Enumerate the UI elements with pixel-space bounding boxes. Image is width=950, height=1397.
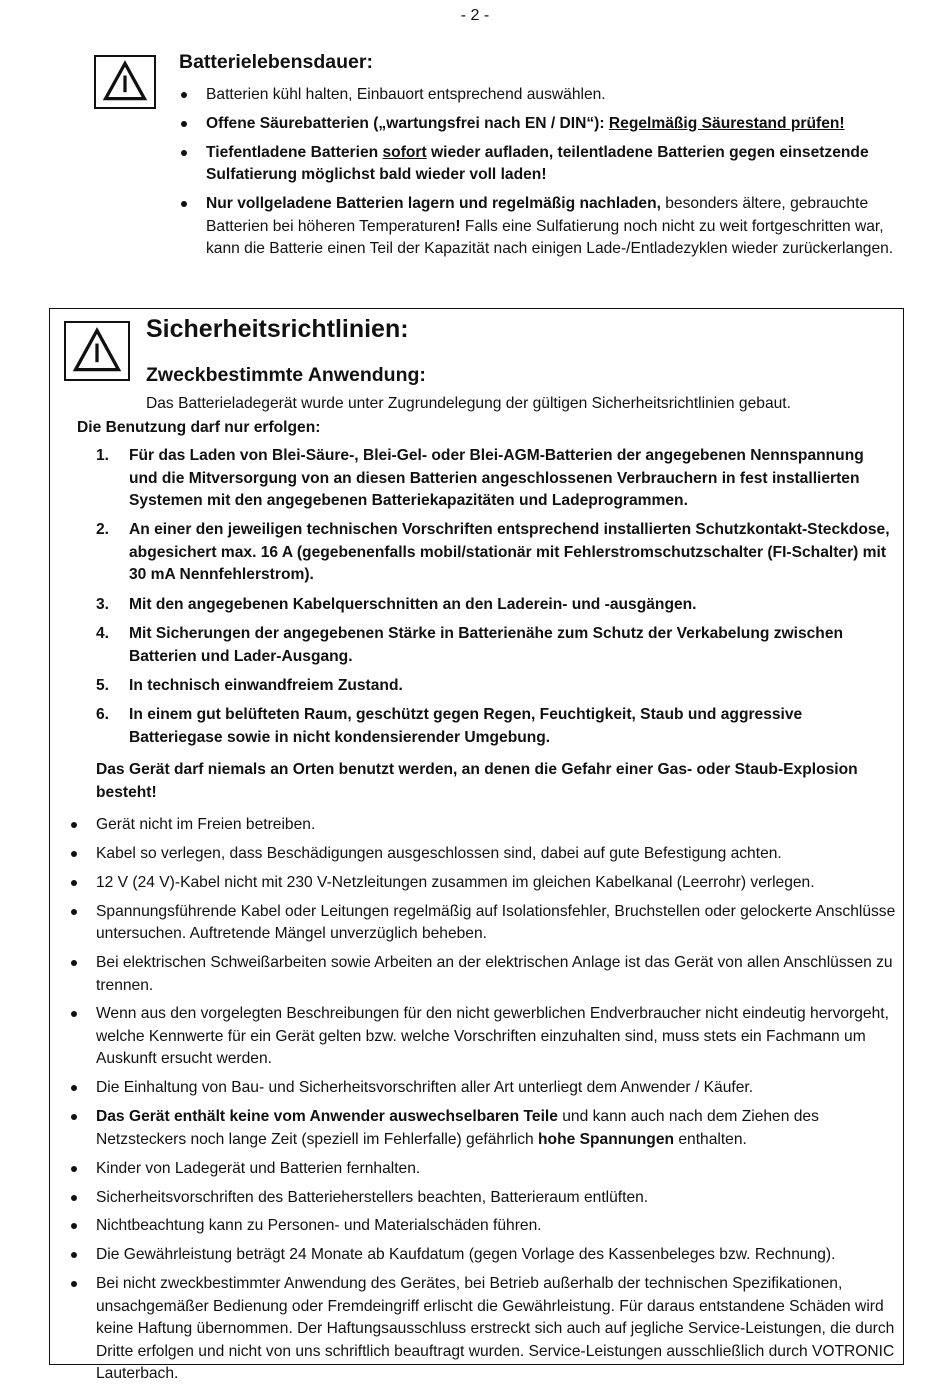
list-item [69,872,899,895]
numbered-item [96,445,896,513]
item-number: 6. [96,706,110,724]
list-item [69,814,899,837]
list-item-text: Die Gewährleistung beträgt 24 Monate ab Kaufdatum (gegen Vorlage des Kassenbeleges bzw. Rechnung). [96,1246,836,1264]
safety-bullet-list [69,814,899,1392]
list-item-text: Das Gerät enthält keine vom Anwender auswechselbaren Teile [96,1108,558,1126]
list-item [69,1106,899,1151]
item-number: 4. [96,625,110,643]
item-text: Für das Laden von Blei-Säure-, Blei-Gel- oder Blei-AGM-Batterien der angegebenen Nennspannung und die Mitversorgung von an diesen Batterien angeschlossenen Verbrauchern in fest installierten Systemen mit den angegebenen Batteriekapazitäten und Ladeprogrammen. [129,447,864,509]
usage-lead-text: Die Benutzung darf nur erfolgen: [77,419,321,436]
list-item-text: Falls eine Sulfatierung noch nicht zu weit fortgeschritten war, kann die Batterie einen Teil der Kapazität nach einigen Lade-/Entladezyklen wieder zurückerlangen. [206,217,894,258]
item-text: Mit Sicherungen der angegebenen Stärke in Batterienähe zum Schutz der Verkabelung zwischen Batterien und Lader-Ausgang. [129,625,844,665]
list-item-text: besonders ältere, gebrauchte Batterien bei höheren Temperaturen [206,195,869,235]
list-item [69,1187,899,1210]
list-item-text: Wenn aus den vorgelegten Beschreibungen für den nicht gewerblichen Endverbraucher nicht eindeutig hervorgeht, welche Kennwerte für ein Gerät gelten bzw. welche Vorschriften einzuhalten sind, muss stets ein Fachmann um Auskunft ersucht werden. [96,1005,889,1068]
item-number: 5. [96,677,110,695]
list-item [179,113,909,136]
list-item-text: Batterien kühl halten, Einbauort entsprechend auswählen. [206,86,606,103]
numbered-item [96,704,896,749]
list-item-text: Gerät nicht im Freien betreiben. [96,816,316,833]
battery-life-title: Batterielebensdauer: [179,51,373,73]
numbered-item [96,594,896,617]
item-text: In einem gut belüfteten Raum, geschützt gegen Regen, Feuchtigkeit, Staub und aggressive Batteriegase sowie in nicht kondensierender Umgebung. [129,706,803,746]
item-number: 1. [96,447,110,464]
list-item-text: Sicherheitsvorschriften des Batterieherstellers beachten, Batterieraum entlüften. [96,1188,649,1206]
list-item [69,1215,899,1238]
list-item-text: wieder aufladen, teilentladene Batterien gegen einsetzende Sulfatierung möglichst bald wieder voll laden! [206,143,869,184]
list-item [179,84,909,107]
list-item-text: Kabel so verlegen, dass Beschädigungen ausgeschlossen sind, dabei auf gute Befestigung achten. [96,844,782,862]
numbered-item [96,623,896,668]
warning-triangle-icon [64,321,130,381]
list-item-text: Kinder von Ladegerät und Batterien fernhalten. [96,1159,421,1177]
list-item-text: Bei nicht zweckbestimmter Anwendung des Gerätes, bei Betrieb außerhalb der technischen Spezifikationen, unsachgemäßer Bedienung oder Fremdeingriff erlischt die Gewährleistung. Für daraus entstandene Schäden wird keine Haftung übernommen. Der Haftungsausschluss erstreckt sich auch auf jegliche Service-Leistungen, die durch Dritte erfolgen und nicht von uns schriftlich beauftragt wurden. Service-Leistungen ausschließlich durch VOTRONIC Lauterbach. [96,1275,895,1383]
list-item-text: sofort [382,143,427,161]
list-item-text: Spannungsführende Kabel oder Leitungen regelmäßig auf Isolationsfehler, Bruchstellen oder gelockerte Anschlüsse untersuchen. Auftretende Mängel unverzüglich beheben. [96,902,896,943]
list-item-text: 12 V (24 V)-Kabel nicht mit 230 V-Netzleitungen zusammen im gleichen Kabelkanal (Leerrohr) verlegen. [96,873,815,891]
list-item [179,193,909,261]
numbered-item [96,675,896,698]
page-number: - 2 - [460,7,490,24]
list-item [69,901,899,946]
list-item [69,1158,899,1181]
list-item-text: Nichtbeachtung kann zu Personen- und Materialschäden führen. [96,1217,542,1235]
warning-triangle-icon [94,55,156,109]
intended-use-subtitle: Zweckbestimmte Anwendung: [146,364,426,386]
numbered-item [96,519,896,587]
list-item [69,1244,899,1267]
list-item-text: Offene Säurebatterien („wartungsfrei nach EN / DIN“): [206,114,609,132]
list-item [69,1077,899,1100]
list-item [69,1003,899,1071]
usage-conditions-list [96,445,896,756]
item-text: In technisch einwandfreiem Zustand. [129,677,403,695]
battery-life-list [179,84,909,267]
list-item-text: enthalten. [674,1130,747,1148]
item-number: 2. [96,521,110,539]
item-text: Mit den angegebenen Kabelquerschnitten an den Laderein- und -ausgängen. [129,595,697,613]
list-item-text: und kann auch nach dem Ziehen des Netzsteckers noch lange Zeit (speziell im Fehlerfalle) gefährlich [96,1108,819,1148]
list-item [69,1273,899,1386]
item-number: 3. [96,595,110,613]
list-item-text: Regelmäßig Säurestand prüfen! [608,114,845,132]
list-item-text: Bei elektrischen Schweißarbeiten sowie Arbeiten an der elektrischen Anlage ist das Gerät von allen Anschlüssen zu trennen. [96,954,893,994]
list-item-text: Nur vollgeladene Batterien lagern und regelmäßig nachladen, [206,195,661,213]
list-item [69,952,899,997]
list-item-text: Tiefentladene Batterien [206,143,383,161]
list-item [69,843,899,866]
intro-text: Das Batterieladegerät wurde unter Zugrundelegung der gültigen Sicherheitsrichtlinien gebaut. [146,395,791,412]
list-item-text: hohe Spannungen [538,1130,675,1148]
explosion-warning: Das Gerät darf niemals an Orten benutzt werden, an denen die Gefahr einer Gas- oder Staub-Explosion besteht! [96,761,858,801]
list-item-text: ! [455,217,461,235]
item-text: An einer den jeweiligen technischen Vorschriften entsprechend installierten Schutzkontakt-Steckdose, abgesichert max. 16 A (gegebenenfalls mobil/stationär mit Fehlerstromschutzschalter (FI-Schalter) mit 30 mA Nennfehlerstrom). [129,521,890,584]
list-item-text: Die Einhaltung von Bau- und Sicherheitsvorschriften aller Art unterliegt dem Anwender / Käufer. [96,1079,754,1097]
list-item [179,142,909,187]
safety-title: Sicherheitsrichtlinien: [146,315,409,343]
